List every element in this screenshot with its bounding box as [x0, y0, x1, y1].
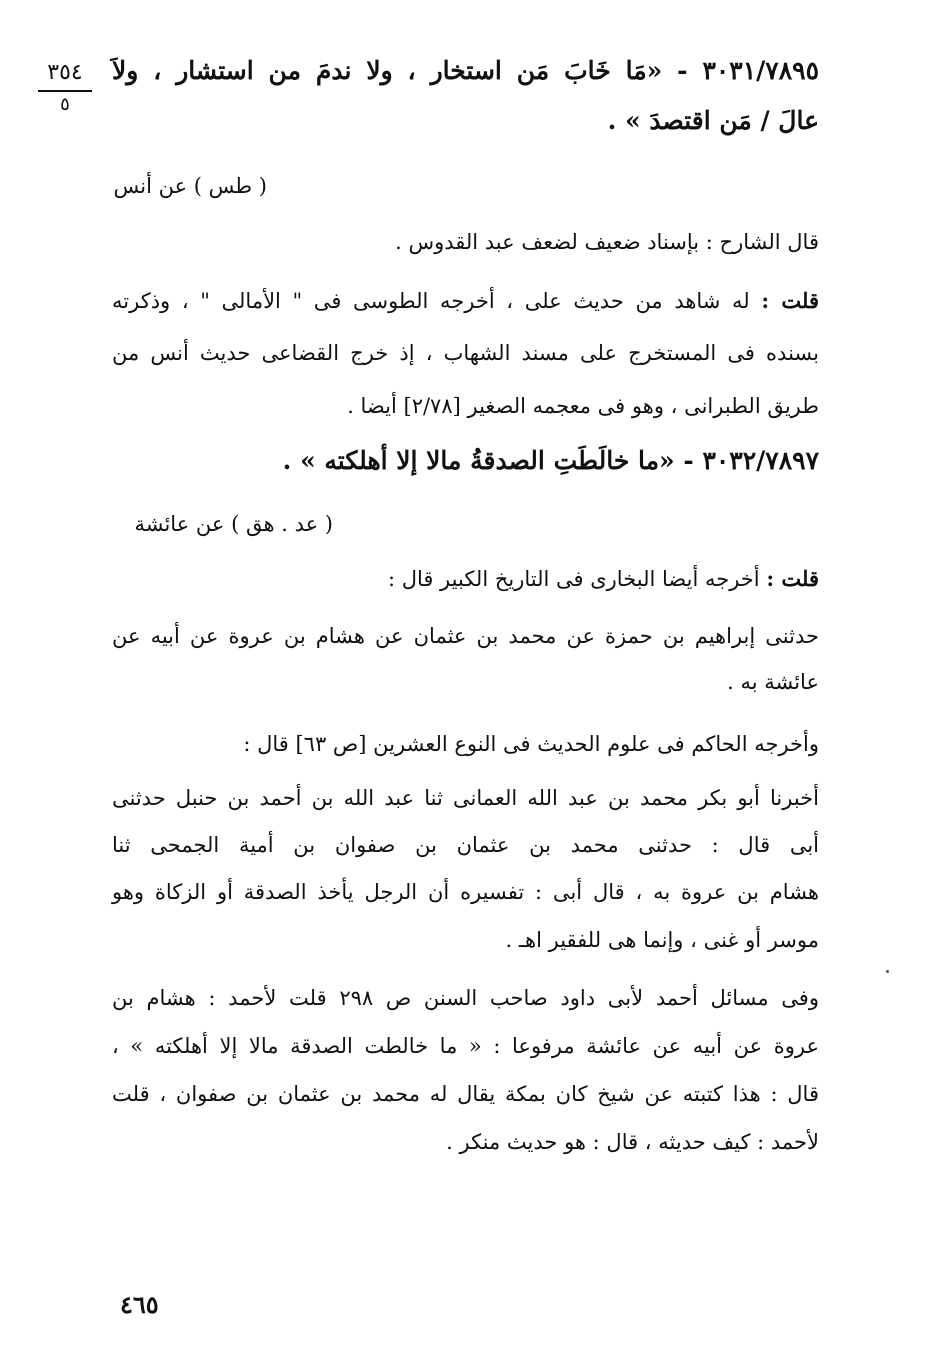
hakim-intro: وأخرجه الحاكم فى علوم الحديث فى النوع العشرين [ص ٦٣] قال : — [243, 732, 819, 756]
qult-2-text: أخرجه أيضا البخارى فى التاريخ الكبير قال : — [387, 567, 760, 591]
qult-1-line-1 — [112, 290, 819, 312]
hakim-chain-line-2: أبى قال : حدثنى محمد بن عثمان بن صفوان بن أمية الجمحى ثنا — [112, 833, 819, 857]
masail-ahmad-line-4: لأحمد : كيف حديثه ، قال : هو حديث منكر . — [446, 1130, 819, 1154]
masail-ahmad-line-3: قال : هذا كتبته عن شيخ كان بمكة يقال له محمد بن عثمان بن صفوان ، قلت — [112, 1082, 819, 1106]
sharih-comment: قال الشارح : بإسناد ضعيف لضعف عبد القدوس . — [395, 230, 819, 254]
qult-1-line-3: طريق الطبرانى ، وهو فى معجمه الصغير [٢/٧٨] أيضا . — [347, 394, 819, 418]
scan-speck — [886, 970, 889, 973]
hadith-7897-title: ٣٠٣٢/٧٨٩٧ - «ما خالَطَتِ الصدقةُ مالا إلا أهلكته » . — [282, 446, 819, 475]
qult-1-text: له شاهد من حديث على ، أخرجه الطوسى فى " الأمالى " ، وذكرته — [112, 289, 750, 313]
margin-reference-bottom: ٥ — [60, 94, 70, 115]
hadith-7895-line-1: ٣٠٣١/٧٨٩٥ - «مَا خَابَ مَن استخار ، ولا ندمَ من استشار ، ولاَ — [112, 56, 819, 85]
masail-ahmad-line-2: عروة عن أبيه عن عائشة مرفوعا : « ما خالطت الصدقة مالا إلا أهلكته » ، — [112, 1034, 819, 1058]
qult-2-line — [388, 568, 819, 590]
hadith-7895-line-2: عالَ / مَن اقتصدَ » . — [607, 106, 819, 135]
bukhari-chain-line-1: حدثنى إبراهيم بن حمزة عن محمد بن عثمان عن هشام بن عروة عن أبيه عن — [112, 624, 819, 648]
hadith-7895-source: ( طس ) عن أنس — [113, 174, 267, 198]
margin-reference — [38, 62, 92, 114]
qult-1-line-2: بسنده فى المستخرج على مسند الشهاب ، إذ خرج القضاعى حديث أنس من — [112, 341, 819, 365]
hakim-chain-line-1: أخبرنا أبو بكر محمد بن عبد الله العمانى ثنا عبد الله بن أحمد بن حنبل حدثنى — [112, 786, 819, 810]
qult-label-2: قلت : — [766, 566, 819, 591]
hakim-chain-line-4: موسر أو غنى ، وإنما هى للفقير اهـ . — [505, 928, 819, 952]
bukhari-chain-line-2: عائشة به . — [727, 670, 819, 694]
page-number: ٤٦٥ — [120, 1290, 159, 1319]
hakim-chain-line-3: هشام بن عروة به ، قال أبى : تفسيره أن الرجل يأخذ الصدقة أو الزكاة وهو — [112, 880, 819, 904]
qult-label: قلت : — [761, 288, 819, 313]
masail-ahmad-line-1: وفى مسائل أحمد لأبى داود صاحب السنن ص ٢٩٨ قلت لأحمد : هشام بن — [112, 986, 819, 1010]
hadith-7897-source: ( عد . هق ) عن عائشة — [134, 512, 333, 536]
margin-reference-top: ٣٥٤ — [38, 62, 92, 92]
